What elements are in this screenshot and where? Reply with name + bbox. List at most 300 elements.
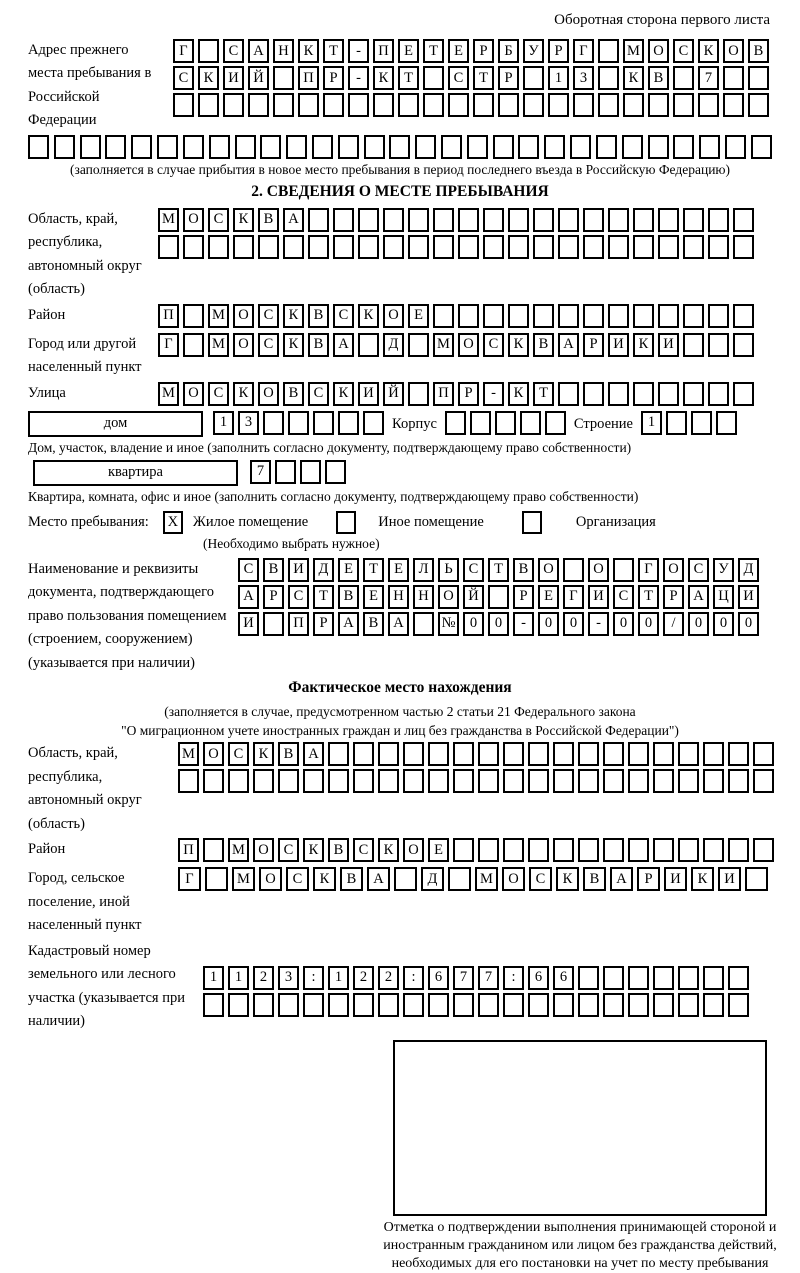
char-cell: - <box>513 612 534 636</box>
registration-stamp-caption: Отметка о подтверждении выполнения принимающей стороной и иностранным гражданином или лицом без гражданства действий, необходимых для его постановки на учет по месту пребывания <box>383 1219 777 1271</box>
char-cell <box>703 742 724 766</box>
char-cell <box>300 460 321 484</box>
char-cell: 7 <box>250 460 271 484</box>
char-cell: В <box>648 66 669 90</box>
char-cell <box>423 93 444 117</box>
ownership-document-field <box>28 558 772 675</box>
char-cell <box>228 769 249 793</box>
char-cell <box>658 382 679 406</box>
kvartira-box: квартира <box>33 460 238 486</box>
char-cell <box>648 135 669 159</box>
char-cell: Г <box>563 585 584 609</box>
char-cell <box>678 769 699 793</box>
char-cell: С <box>613 585 634 609</box>
char-cell <box>528 993 549 1017</box>
char-cell <box>394 867 417 891</box>
rayon-field <box>28 304 772 331</box>
char-cell <box>598 66 619 90</box>
char-cell <box>458 208 479 232</box>
char-cell: 3 <box>238 411 259 435</box>
char-cell <box>698 93 719 117</box>
char-cell <box>328 993 349 1017</box>
char-cell <box>373 93 394 117</box>
char-cell: С <box>238 558 259 582</box>
char-cell <box>478 838 499 862</box>
char-cell: В <box>340 867 363 891</box>
kvartira-caption: Квартира, комната, офис и иное (заполнить согласно документу, подтверждающему право собственности) <box>28 488 639 504</box>
char-cell <box>608 235 629 259</box>
char-cell: Т <box>423 39 444 63</box>
char-cell: С <box>278 838 299 862</box>
char-cell: А <box>248 39 269 63</box>
char-cell: 0 <box>488 612 509 636</box>
char-cell <box>348 93 369 117</box>
char-cell: Р <box>513 585 534 609</box>
factual-title: Фактическое место нахождения <box>288 679 512 697</box>
factual-oblast-row-1 <box>178 742 772 766</box>
char-cell: И <box>664 867 687 891</box>
char-cell: К <box>358 304 379 328</box>
char-cell: Р <box>313 612 334 636</box>
char-cell <box>653 838 674 862</box>
char-cell: А <box>333 333 354 357</box>
char-cell: О <box>502 867 525 891</box>
char-cell <box>716 411 737 435</box>
char-cell: Н <box>388 585 409 609</box>
char-cell: М <box>475 867 498 891</box>
char-cell: И <box>658 333 679 357</box>
char-cell: Т <box>473 66 494 90</box>
char-cell <box>528 838 549 862</box>
char-cell <box>728 838 749 862</box>
char-cell <box>223 93 244 117</box>
char-cell: К <box>508 382 529 406</box>
char-cell: 6 <box>428 966 449 990</box>
char-cell <box>483 208 504 232</box>
char-cell <box>273 93 294 117</box>
char-cell: М <box>208 304 229 328</box>
char-cell <box>278 769 299 793</box>
char-cell <box>253 769 274 793</box>
char-cell: А <box>238 585 259 609</box>
char-cell <box>608 304 629 328</box>
char-cell <box>288 411 309 435</box>
char-cell <box>423 66 444 90</box>
char-cell: М <box>158 382 179 406</box>
char-cell <box>673 93 694 117</box>
char-cell <box>157 135 178 159</box>
char-cell: С <box>288 585 309 609</box>
char-cell: И <box>288 558 309 582</box>
char-cell: : <box>503 966 524 990</box>
char-cell: Е <box>388 558 409 582</box>
char-cell <box>441 135 462 159</box>
char-cell <box>563 558 584 582</box>
char-cell <box>603 742 624 766</box>
char-cell: Т <box>313 585 334 609</box>
char-cell <box>433 304 454 328</box>
char-cell: О <box>458 333 479 357</box>
char-cell: С <box>483 333 504 357</box>
char-cell: И <box>238 612 259 636</box>
char-cell: Н <box>413 585 434 609</box>
char-cell <box>503 769 524 793</box>
char-cell: : <box>403 966 424 990</box>
char-cell <box>333 235 354 259</box>
oblast-label: Область, край, республика, автономный округ (область) <box>28 210 142 298</box>
char-cell <box>544 135 565 159</box>
char-cell <box>205 867 228 891</box>
char-cell <box>733 382 754 406</box>
ulitsa-field <box>28 382 772 409</box>
char-cell <box>403 769 424 793</box>
kadastr-field <box>28 940 772 1034</box>
previous-address-row-2 <box>173 66 772 90</box>
char-cell <box>298 93 319 117</box>
char-cell: М <box>623 39 644 63</box>
previous-address-row-4 <box>28 135 772 159</box>
char-cell: О <box>538 558 559 582</box>
char-cell: И <box>358 382 379 406</box>
char-cell <box>653 769 674 793</box>
char-cell: В <box>748 39 769 63</box>
char-cell <box>323 93 344 117</box>
char-cell: О <box>403 838 424 862</box>
ownership-document-row-1 <box>238 558 772 582</box>
char-cell: А <box>338 612 359 636</box>
char-cell <box>233 235 254 259</box>
char-cell: О <box>183 382 204 406</box>
char-cell: К <box>233 208 254 232</box>
char-cell: И <box>223 66 244 90</box>
char-cell <box>303 769 324 793</box>
registration-stamp-box <box>393 1040 767 1216</box>
oblast-row-2 <box>158 235 772 259</box>
char-cell <box>528 769 549 793</box>
char-cell <box>598 39 619 63</box>
char-cell <box>328 769 349 793</box>
char-cell: К <box>198 66 219 90</box>
ownership-document-label: Наименование и реквизиты документа, подтверждающего право пользования помещением (строением, сооружением) (указывается при наличии) <box>28 560 227 671</box>
char-cell <box>183 304 204 328</box>
char-cell: Р <box>323 66 344 90</box>
char-cell <box>263 612 284 636</box>
oblast-field <box>28 208 772 302</box>
char-cell: М <box>228 838 249 862</box>
char-cell: 7 <box>453 966 474 990</box>
korpus-cells <box>445 411 566 435</box>
char-cell: А <box>688 585 709 609</box>
factual-rayon-field <box>28 838 772 865</box>
char-cell: Д <box>738 558 759 582</box>
char-cell <box>678 838 699 862</box>
section2-title: 2. СВЕДЕНИЯ О МЕСТЕ ПРЕБЫВАНИЯ <box>251 182 549 200</box>
char-cell: О <box>183 208 204 232</box>
char-cell <box>473 93 494 117</box>
char-cell: В <box>583 867 606 891</box>
residence-type-row <box>28 511 772 534</box>
char-cell: В <box>278 742 299 766</box>
char-cell: 0 <box>713 612 734 636</box>
char-cell <box>728 966 749 990</box>
char-cell: П <box>433 382 454 406</box>
char-cell <box>478 993 499 1017</box>
char-cell: 3 <box>573 66 594 90</box>
char-cell: А <box>610 867 633 891</box>
char-cell <box>628 769 649 793</box>
char-cell <box>633 304 654 328</box>
char-cell <box>378 769 399 793</box>
char-cell <box>403 993 424 1017</box>
char-cell <box>678 966 699 990</box>
char-cell: М <box>158 208 179 232</box>
char-cell <box>603 966 624 990</box>
char-cell <box>131 135 152 159</box>
char-cell: Й <box>463 585 484 609</box>
char-cell <box>608 382 629 406</box>
char-cell: - <box>588 612 609 636</box>
char-cell <box>545 411 566 435</box>
previous-address-rows <box>173 39 772 120</box>
char-cell: Г <box>638 558 659 582</box>
char-cell <box>303 993 324 1017</box>
char-cell <box>383 208 404 232</box>
char-cell <box>173 93 194 117</box>
char-cell <box>583 208 604 232</box>
char-cell: 0 <box>463 612 484 636</box>
char-cell <box>633 208 654 232</box>
char-cell <box>699 135 720 159</box>
kvartira-cells <box>250 460 346 484</box>
char-cell: Г <box>158 333 179 357</box>
char-cell <box>628 966 649 990</box>
char-cell: Е <box>538 585 559 609</box>
char-cell: - <box>483 382 504 406</box>
char-cell <box>728 742 749 766</box>
char-cell: О <box>723 39 744 63</box>
char-cell <box>498 93 519 117</box>
char-cell <box>553 742 574 766</box>
char-cell <box>80 135 101 159</box>
char-cell: И <box>718 867 741 891</box>
dom-field <box>28 411 772 438</box>
char-cell <box>596 135 617 159</box>
char-cell <box>453 769 474 793</box>
char-cell <box>683 382 704 406</box>
kadastr-label: Кадастровый номер земельного или лесного участка (указывается при наличии) <box>28 942 185 1030</box>
char-cell <box>228 993 249 1017</box>
char-cell <box>453 838 474 862</box>
char-cell: С <box>208 382 229 406</box>
char-cell: В <box>258 208 279 232</box>
rayon-row <box>158 304 772 328</box>
ulitsa-row <box>158 382 772 406</box>
ownership-document-row-3 <box>238 612 772 636</box>
char-cell <box>703 838 724 862</box>
char-cell <box>658 208 679 232</box>
char-cell <box>428 769 449 793</box>
char-cell <box>533 208 554 232</box>
char-cell <box>183 333 204 357</box>
char-cell <box>308 235 329 259</box>
char-cell <box>467 135 488 159</box>
char-cell: К <box>313 867 336 891</box>
char-cell <box>653 742 674 766</box>
char-cell <box>358 208 379 232</box>
char-cell: П <box>178 838 199 862</box>
char-cell: П <box>298 66 319 90</box>
char-cell: Т <box>533 382 554 406</box>
char-cell <box>458 304 479 328</box>
char-cell: К <box>333 382 354 406</box>
char-cell <box>583 382 604 406</box>
stroenie-cells <box>641 411 737 435</box>
char-cell <box>445 411 466 435</box>
char-cell: 1 <box>228 966 249 990</box>
char-cell <box>378 993 399 1017</box>
char-cell: 6 <box>553 966 574 990</box>
char-cell <box>751 135 772 159</box>
char-cell: К <box>691 867 714 891</box>
char-cell: 0 <box>563 612 584 636</box>
dom-box: дом <box>28 411 203 437</box>
char-cell <box>548 93 569 117</box>
char-cell: К <box>698 39 719 63</box>
char-cell <box>408 208 429 232</box>
char-cell: Ь <box>438 558 459 582</box>
char-cell: Р <box>458 382 479 406</box>
char-cell: Е <box>363 585 384 609</box>
char-cell <box>503 838 524 862</box>
char-cell <box>208 235 229 259</box>
char-cell: Р <box>548 39 569 63</box>
char-cell: : <box>303 966 324 990</box>
char-cell <box>558 304 579 328</box>
char-cell: И <box>608 333 629 357</box>
char-cell <box>683 235 704 259</box>
char-cell: 1 <box>641 411 662 435</box>
previous-address-label: Адрес прежнего места пребывания в Российской Федерации <box>28 42 152 129</box>
char-cell <box>338 135 359 159</box>
char-cell <box>448 867 471 891</box>
char-cell <box>198 39 219 63</box>
char-cell <box>578 838 599 862</box>
char-cell: 2 <box>353 966 374 990</box>
char-cell <box>578 769 599 793</box>
char-cell <box>408 382 429 406</box>
char-cell: Т <box>488 558 509 582</box>
char-cell <box>273 66 294 90</box>
char-cell <box>623 93 644 117</box>
char-cell: - <box>348 66 369 90</box>
char-cell: Т <box>323 39 344 63</box>
char-cell <box>248 93 269 117</box>
char-cell <box>723 93 744 117</box>
residence-option-zhiloe-label: Жилое помещение <box>192 513 309 530</box>
char-cell <box>708 333 729 357</box>
char-cell <box>408 333 429 357</box>
char-cell <box>183 235 204 259</box>
char-cell <box>683 304 704 328</box>
char-cell <box>678 993 699 1017</box>
char-cell <box>613 558 634 582</box>
char-cell <box>666 411 687 435</box>
char-cell: С <box>463 558 484 582</box>
char-cell: - <box>348 39 369 63</box>
char-cell <box>725 135 746 159</box>
char-cell: В <box>283 382 304 406</box>
char-cell <box>708 304 729 328</box>
char-cell <box>603 769 624 793</box>
gorod-label: Город или другой населенный пункт <box>28 335 142 376</box>
char-cell <box>433 208 454 232</box>
char-cell: Д <box>313 558 334 582</box>
kadastr-row-1 <box>203 966 772 990</box>
char-cell: Г <box>178 867 201 891</box>
char-cell: М <box>178 742 199 766</box>
oblast-row-1 <box>158 208 772 232</box>
char-cell: / <box>663 612 684 636</box>
residence-type-note: (Необходимо выбрать нужное) <box>203 535 380 551</box>
char-cell <box>733 208 754 232</box>
previous-address-field <box>28 39 772 133</box>
char-cell: 0 <box>688 612 709 636</box>
char-cell <box>558 208 579 232</box>
char-cell: Д <box>383 333 404 357</box>
char-cell <box>415 135 436 159</box>
char-cell <box>453 742 474 766</box>
char-cell: Р <box>263 585 284 609</box>
char-cell <box>708 235 729 259</box>
char-cell <box>286 135 307 159</box>
factual-note-line1: (заполняется в случае, предусмотренном частью 2 статьи 21 Федерального закона <box>164 704 636 720</box>
char-cell <box>708 208 729 232</box>
char-cell: О <box>383 304 404 328</box>
char-cell <box>333 208 354 232</box>
char-cell <box>398 93 419 117</box>
char-cell <box>683 333 704 357</box>
char-cell <box>203 769 224 793</box>
char-cell: А <box>367 867 390 891</box>
char-cell: 1 <box>203 966 224 990</box>
char-cell <box>558 235 579 259</box>
char-cell: С <box>673 39 694 63</box>
stroenie-label: Строение <box>573 415 633 432</box>
char-cell: 2 <box>253 966 274 990</box>
char-cell <box>648 93 669 117</box>
char-cell: Р <box>473 39 494 63</box>
char-cell <box>503 742 524 766</box>
char-cell: Е <box>338 558 359 582</box>
char-cell: О <box>203 742 224 766</box>
char-cell <box>728 769 749 793</box>
char-cell: Б <box>498 39 519 63</box>
char-cell: О <box>233 304 254 328</box>
char-cell <box>358 235 379 259</box>
char-cell: А <box>283 208 304 232</box>
residence-option-inoe-label: Иное помещение <box>378 513 484 530</box>
char-cell <box>523 93 544 117</box>
char-cell <box>428 993 449 1017</box>
char-cell <box>258 235 279 259</box>
char-cell <box>678 742 699 766</box>
char-cell <box>508 208 529 232</box>
char-cell <box>253 993 274 1017</box>
page-side-note: Оборотная сторона первого листа <box>554 12 770 28</box>
char-cell: В <box>363 612 384 636</box>
char-cell <box>603 838 624 862</box>
char-cell <box>503 993 524 1017</box>
